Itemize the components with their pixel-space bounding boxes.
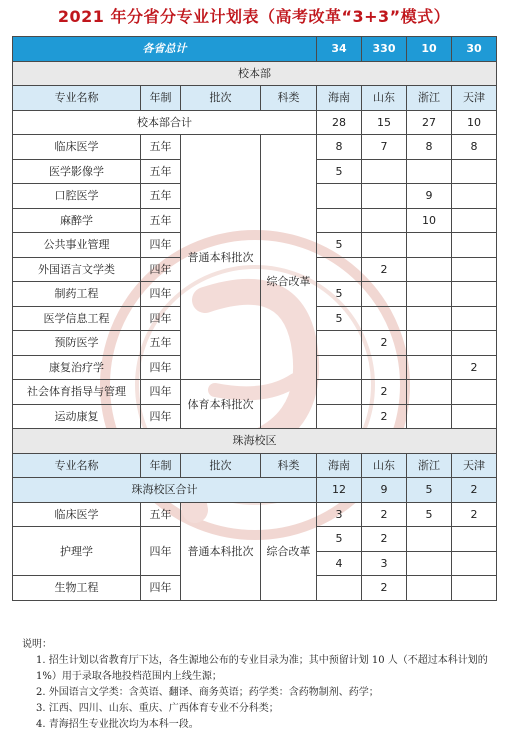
note-item: 3. 江西、四川、山东、重庆、广西体育专业不分科类； — [36, 703, 279, 714]
quota-cell: 5 — [317, 527, 362, 552]
header-province: 山东 — [362, 86, 407, 111]
subtotal-value: 2 — [452, 478, 497, 503]
section-title: 珠海校区 — [13, 429, 497, 454]
subtotal-row — [13, 478, 497, 503]
major-name: 麻醉学 — [13, 208, 141, 233]
subtotal-label: 校本部合计 — [13, 110, 317, 135]
quota-cell — [317, 404, 362, 429]
quota-cell — [407, 159, 452, 184]
header-province: 浙江 — [407, 86, 452, 111]
quota-cell — [407, 576, 452, 601]
quota-cell: 5 — [317, 306, 362, 331]
quota-cell: 2 — [362, 404, 407, 429]
header-years: 年制 — [141, 86, 181, 111]
quota-cell: 9 — [407, 184, 452, 209]
major-name: 康复治疗学 — [13, 355, 141, 380]
quota-cell: 3 — [317, 502, 362, 527]
major-name: 公共事业管理 — [13, 233, 141, 258]
quota-cell — [362, 355, 407, 380]
program-years: 四年 — [141, 404, 181, 429]
page-title: 2021 年分省分专业计划表（高考改革“3+3”模式） — [57, 7, 451, 26]
quota-cell — [407, 404, 452, 429]
quota-cell — [407, 306, 452, 331]
table-row — [13, 502, 497, 527]
quota-cell: 2 — [362, 502, 407, 527]
quota-cell — [407, 282, 452, 307]
major-name: 外国语言文学类 — [13, 257, 141, 282]
header-province: 天津 — [452, 86, 497, 111]
quota-cell — [452, 257, 497, 282]
grand-total-value: 30 — [452, 37, 497, 62]
subtotal-value: 27 — [407, 110, 452, 135]
note-item: 1. 招生计划以省教育厅下达，各生源地公布的专业目录为准；其中预留计划 10 人（不超过本科计划的 1%）用于录取各地投档范围内上线生源； — [36, 655, 488, 682]
quota-cell — [407, 331, 452, 356]
quota-cell — [452, 380, 497, 405]
program-years: 五年 — [141, 331, 181, 356]
quota-cell: 4 — [317, 551, 362, 576]
quota-cell — [362, 306, 407, 331]
notes-section — [22, 637, 492, 733]
section-header — [13, 429, 497, 454]
program-years: 五年 — [141, 208, 181, 233]
subtotal-value: 12 — [317, 478, 362, 503]
notes-heading: 说明： — [22, 639, 52, 650]
quota-cell — [362, 233, 407, 258]
major-name: 社会体育指导与管理 — [13, 380, 141, 405]
subtotal-value: 5 — [407, 478, 452, 503]
header-batch: 批次 — [181, 453, 261, 478]
grand-total-value: 330 — [362, 37, 407, 62]
grand-total-row — [13, 37, 497, 62]
program-years: 四年 — [141, 282, 181, 307]
quota-cell — [362, 208, 407, 233]
major-name: 护理学 — [13, 527, 141, 576]
quota-cell — [452, 576, 497, 601]
column-header-row — [13, 453, 497, 478]
quota-cell — [317, 576, 362, 601]
quota-cell: 8 — [452, 135, 497, 160]
program-years: 五年 — [141, 135, 181, 160]
quota-cell — [452, 159, 497, 184]
program-years: 四年 — [141, 380, 181, 405]
quota-cell — [407, 233, 452, 258]
quota-cell: 7 — [362, 135, 407, 160]
header-category: 科类 — [261, 86, 317, 111]
program-years: 四年 — [141, 355, 181, 380]
header-province: 浙江 — [407, 453, 452, 478]
quota-cell: 5 — [317, 233, 362, 258]
category-cell: 综合改革 — [261, 135, 317, 429]
major-name: 医学信息工程 — [13, 306, 141, 331]
header-province: 天津 — [452, 453, 497, 478]
major-name: 临床医学 — [13, 502, 141, 527]
major-name: 医学影像学 — [13, 159, 141, 184]
quota-cell — [317, 184, 362, 209]
quota-cell: 3 — [362, 551, 407, 576]
quota-cell: 5 — [407, 502, 452, 527]
section-title: 校本部 — [13, 61, 497, 86]
quota-cell — [317, 331, 362, 356]
quota-cell — [452, 233, 497, 258]
header-major: 专业名称 — [13, 86, 141, 111]
quota-cell — [452, 331, 497, 356]
header-batch: 批次 — [181, 86, 261, 111]
subtotal-row — [13, 110, 497, 135]
quota-cell: 8 — [317, 135, 362, 160]
batch-cell: 体育本科批次 — [181, 380, 261, 429]
quota-cell: 2 — [362, 527, 407, 552]
program-years: 五年 — [141, 184, 181, 209]
quota-cell — [452, 184, 497, 209]
quota-cell — [452, 551, 497, 576]
quota-cell — [407, 355, 452, 380]
note-item: 4. 青海招生专业批次均为本科一段。 — [36, 719, 199, 730]
quota-cell — [362, 282, 407, 307]
program-years: 四年 — [141, 576, 181, 601]
header-category: 科类 — [261, 453, 317, 478]
quota-cell: 2 — [362, 257, 407, 282]
header-province: 海南 — [317, 453, 362, 478]
quota-cell — [317, 380, 362, 405]
quota-cell: 2 — [362, 576, 407, 601]
header-years: 年制 — [141, 453, 181, 478]
program-years: 五年 — [141, 502, 181, 527]
subtotal-value: 15 — [362, 110, 407, 135]
quota-cell — [452, 527, 497, 552]
table-row — [13, 135, 497, 160]
major-name: 生物工程 — [13, 576, 141, 601]
batch-cell: 普通本科批次 — [181, 135, 261, 380]
quota-cell: 5 — [317, 282, 362, 307]
major-name: 口腔医学 — [13, 184, 141, 209]
quota-cell — [317, 208, 362, 233]
quota-cell — [452, 306, 497, 331]
batch-cell: 普通本科批次 — [181, 502, 261, 600]
quota-cell — [317, 355, 362, 380]
quota-cell — [407, 527, 452, 552]
quota-cell: 10 — [407, 208, 452, 233]
table-row — [13, 380, 497, 405]
quota-cell — [407, 257, 452, 282]
program-years: 四年 — [141, 233, 181, 258]
subtotal-value: 10 — [452, 110, 497, 135]
section-header — [13, 61, 497, 86]
column-header-row — [13, 86, 497, 111]
quota-cell: 2 — [452, 502, 497, 527]
quota-cell — [407, 551, 452, 576]
quota-cell — [452, 404, 497, 429]
note-item: 2. 外国语言文学类：含英语、翻译、商务英语；药学类：含药物制剂、药学； — [36, 687, 379, 698]
major-name: 预防医学 — [13, 331, 141, 356]
header-province: 山东 — [362, 453, 407, 478]
major-name: 临床医学 — [13, 135, 141, 160]
major-name: 运动康复 — [13, 404, 141, 429]
quota-cell: 8 — [407, 135, 452, 160]
category-cell: 综合改革 — [261, 502, 317, 600]
quota-cell — [317, 257, 362, 282]
quota-cell — [362, 184, 407, 209]
quota-cell: 5 — [317, 159, 362, 184]
program-years: 四年 — [141, 306, 181, 331]
header-major: 专业名称 — [13, 453, 141, 478]
quota-cell — [407, 380, 452, 405]
grand-total-value: 34 — [317, 37, 362, 62]
major-name: 制药工程 — [13, 282, 141, 307]
quota-cell — [452, 282, 497, 307]
quota-cell: 2 — [362, 380, 407, 405]
header-province: 海南 — [317, 86, 362, 111]
grand-total-label: 各省总计 — [13, 37, 317, 62]
quota-cell — [452, 208, 497, 233]
enrollment-plan-table — [12, 36, 497, 601]
program-years: 四年 — [141, 257, 181, 282]
subtotal-label: 珠海校区合计 — [13, 478, 317, 503]
quota-cell — [362, 159, 407, 184]
quota-cell: 2 — [362, 331, 407, 356]
quota-cell: 2 — [452, 355, 497, 380]
subtotal-value: 9 — [362, 478, 407, 503]
subtotal-value: 28 — [317, 110, 362, 135]
program-years: 四年 — [141, 527, 181, 576]
program-years: 五年 — [141, 159, 181, 184]
grand-total-value: 10 — [407, 37, 452, 62]
